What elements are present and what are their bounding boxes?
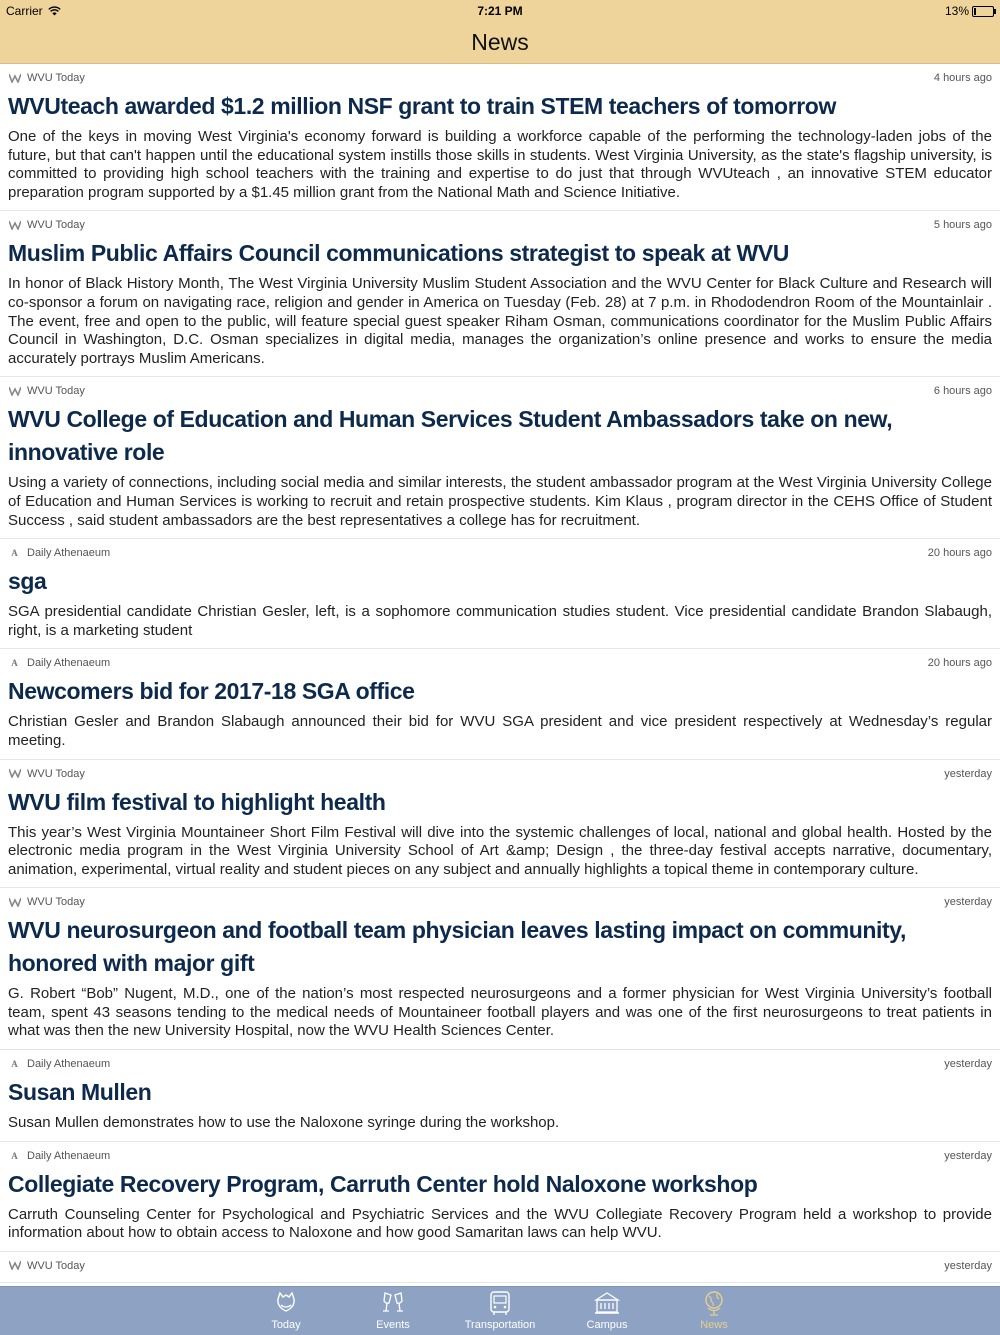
news-source-label: WVU Today	[27, 72, 85, 84]
news-summary: Susan Mullen demonstrates how to use the Naloxone syringe during the workshop.	[8, 1114, 560, 1132]
wvu-logo-icon	[8, 769, 21, 779]
tab-label: Today	[271, 1319, 301, 1331]
news-summary: SGA presidential candidate Christian Gesler, left, is a sophomore communication studies student. Vice presidential candidate Brandon Slabaugh, right, is a marketing student	[8, 603, 992, 639]
news-summary: Carruth Counseling Center for Psychological and Psychiatric Services and the WVU Collegiate Recovery Program held a workshop to provide information about how to obtain access to Naloxone and how good Samaritan laws can help WVU.	[8, 1205, 992, 1242]
battery-indicator	[945, 4, 994, 18]
news-item-meta	[8, 545, 992, 561]
athenaeum-logo-icon: A	[11, 1059, 18, 1070]
tab-label: Transportation	[464, 1319, 536, 1331]
news-item[interactable]	[0, 1142, 1000, 1252]
news-source	[8, 1260, 85, 1272]
news-item[interactable]	[0, 539, 1000, 649]
news-timestamp: yesterday	[944, 896, 992, 909]
news-headline[interactable]: Newcomers bid for 2017-18 SGA office	[8, 678, 415, 705]
news-source	[8, 896, 85, 908]
athenaeum-logo-icon: A	[11, 548, 18, 559]
news-summary: One of the keys in moving West Virginia's economy forward is building a workforce capable of the performing the technology-laden jobs of the future, but that can't happen until the educational system instills those skills in students. West Virginia University, as the state's flagship university, is committed to providing high school teachers with the training and expertise to do just that through WVUteach , an innovative STEM educator preparation program supported by a $1.45 million grant from the National Math and Science Initiative.	[8, 128, 992, 201]
news-headline[interactable]: Collegiate Recovery Program, Carruth Center hold Naloxone workshop	[8, 1170, 758, 1197]
news-summary: G. Robert “Bob” Nugent, M.D., one of the nation’s most respected neurosurgeons and a former physician for West Virginia University’s football team, spent 43 seasons tending to the medical needs of Mountaineer football players and was one of the first neurosurgeons to treat patients in what was then the new University Hospital, now the WVU Health Sciences Center.	[8, 985, 992, 1040]
news-item-meta	[8, 383, 992, 399]
news-summary: Christian Gesler and Brandon Slabaugh announced their bid for WVU SGA president and vice president respectively at Wednesday’s regular meeting.	[8, 713, 992, 749]
status-bar	[0, 0, 1000, 22]
wvu-logo-icon	[8, 1261, 21, 1271]
news-item-meta	[8, 1056, 992, 1072]
battery-icon	[972, 6, 994, 17]
news-item[interactable]	[0, 760, 1000, 889]
tab-today[interactable]	[233, 1287, 340, 1335]
news-source	[8, 72, 85, 84]
wvu-logo-icon	[8, 220, 21, 230]
news-item[interactable]	[0, 649, 1000, 759]
news-item-meta	[8, 70, 992, 86]
globe-icon	[700, 1289, 728, 1319]
tab-transportation[interactable]	[447, 1287, 554, 1335]
news-timestamp: yesterday	[944, 1259, 992, 1272]
tab-news[interactable]	[661, 1287, 768, 1335]
glasses-icon	[379, 1289, 407, 1319]
news-source	[8, 768, 85, 780]
tab-bar	[0, 1286, 1000, 1335]
news-source	[8, 657, 110, 669]
news-summary: Using a variety of connections, including social media and similar interests, the student ambassador program at the West Virginia University College of Education and Human Services is working to recruit and retain prospective students. Kim Klaus , program director in the CEHS Office of Student Success , said student ambassadors are the best representatives a college has for recruitment.	[8, 474, 992, 529]
news-item[interactable]	[0, 1252, 1000, 1283]
tab-events[interactable]	[340, 1287, 447, 1335]
news-headline[interactable]: sga	[8, 568, 47, 595]
news-headline[interactable]: Susan Mullen	[8, 1079, 152, 1106]
news-timestamp: 4 hours ago	[933, 72, 992, 84]
news-timestamp: 5 hours ago	[933, 219, 992, 232]
news-headline[interactable]: WVU College of Education and Human Services Student Ambassadors take on new, innovative role	[8, 406, 893, 466]
page-title: News	[471, 29, 529, 55]
news-headline[interactable]: Muslim Public Affairs Council communications strategist to speak at WVU	[8, 240, 790, 267]
news-source	[8, 547, 110, 559]
news-item-meta	[8, 1258, 992, 1274]
news-headline[interactable]: WVU neurosurgeon and football team physician leaves lasting impact on community, honored with major gift	[8, 917, 906, 977]
news-item-meta	[8, 766, 992, 782]
news-source-label: Daily Athenaeum	[27, 547, 111, 560]
navigation-bar	[0, 22, 1000, 64]
wvu-logo-icon	[8, 897, 21, 907]
news-item-meta	[8, 217, 992, 233]
wvu-logo-icon	[8, 73, 21, 83]
news-summary: In honor of Black History Month, The West Virginia University Muslim Student Association and the WVU Center for Black Culture and Research will co-sponsor a forum on navigating race, religion and gender in America on Tuesday (Feb. 28) at 7 p.m. in Rhododendron Room of the Mountainlair . The event, free and open to the public, will feature special guest speaker Riham Osman, communications coordinator for the Muslim Public Affairs Council in Washington, D.C. Osman specializes in digital media, manages the organization’s online presence and works to ensure the media accurately portrays Muslim Americans.	[8, 275, 992, 367]
news-timestamp: yesterday	[944, 767, 992, 780]
building-icon	[593, 1289, 621, 1319]
news-source-label: Daily Athenaeum	[27, 1058, 111, 1071]
news-source-label: WVU Today	[27, 767, 85, 780]
tab-label: News	[700, 1319, 728, 1331]
news-feed[interactable]	[0, 64, 1000, 1286]
news-source-label: WVU Today	[27, 1259, 85, 1272]
news-headline[interactable]: WVU film festival to highlight health	[8, 788, 386, 815]
news-summary: This year’s West Virginia Mountaineer Short Film Festival will dive into the systemic challenges of local, national and global health. Hosted by the electronic media program in the West Virginia University School of Art &amp; Design , the three-day festival accepts narrative, documentary, animation, experimental, virtual reality and student pieces on any subject and annually highlights a topical theme in contemporary culture.	[8, 823, 992, 878]
news-item[interactable]	[0, 377, 1000, 539]
news-source-label: WVU Today	[27, 896, 85, 909]
news-item[interactable]	[0, 888, 1000, 1050]
battery-percent: 13%	[944, 4, 969, 18]
news-item[interactable]	[0, 1050, 1000, 1142]
news-source-label: WVU Today	[27, 385, 85, 398]
mountaineer-icon	[272, 1289, 300, 1319]
tab-campus[interactable]	[554, 1287, 661, 1335]
news-source	[8, 1058, 110, 1070]
news-headline[interactable]: WVUteach awarded $1.2 million NSF grant to train STEM teachers of tomorrow	[8, 93, 836, 119]
news-source-label: WVU Today	[27, 219, 85, 232]
clock: 7:21 PM	[477, 4, 523, 18]
wvu-logo-icon	[8, 386, 21, 396]
news-source-label: Daily Athenaeum	[27, 1149, 111, 1162]
news-timestamp: yesterday	[944, 1058, 992, 1071]
news-timestamp: 20 hours ago	[927, 657, 992, 670]
athenaeum-logo-icon: A	[11, 658, 18, 669]
carrier-label: Carrier	[6, 4, 43, 18]
tab-label: Events	[376, 1319, 410, 1331]
news-item-meta	[8, 1148, 992, 1164]
news-item-meta	[8, 894, 992, 910]
bus-icon	[486, 1289, 514, 1319]
news-item[interactable]	[0, 211, 1000, 377]
news-source	[8, 219, 85, 231]
news-source	[8, 1150, 110, 1162]
news-item-meta	[8, 655, 992, 671]
news-source-label: Daily Athenaeum	[27, 657, 111, 670]
athenaeum-logo-icon: A	[11, 1150, 18, 1161]
tab-label: Campus	[586, 1319, 628, 1331]
news-source	[8, 385, 85, 397]
news-item[interactable]	[0, 64, 1000, 211]
news-timestamp: 6 hours ago	[933, 385, 992, 398]
news-timestamp: 20 hours ago	[927, 547, 992, 560]
news-timestamp: yesterday	[944, 1149, 992, 1162]
